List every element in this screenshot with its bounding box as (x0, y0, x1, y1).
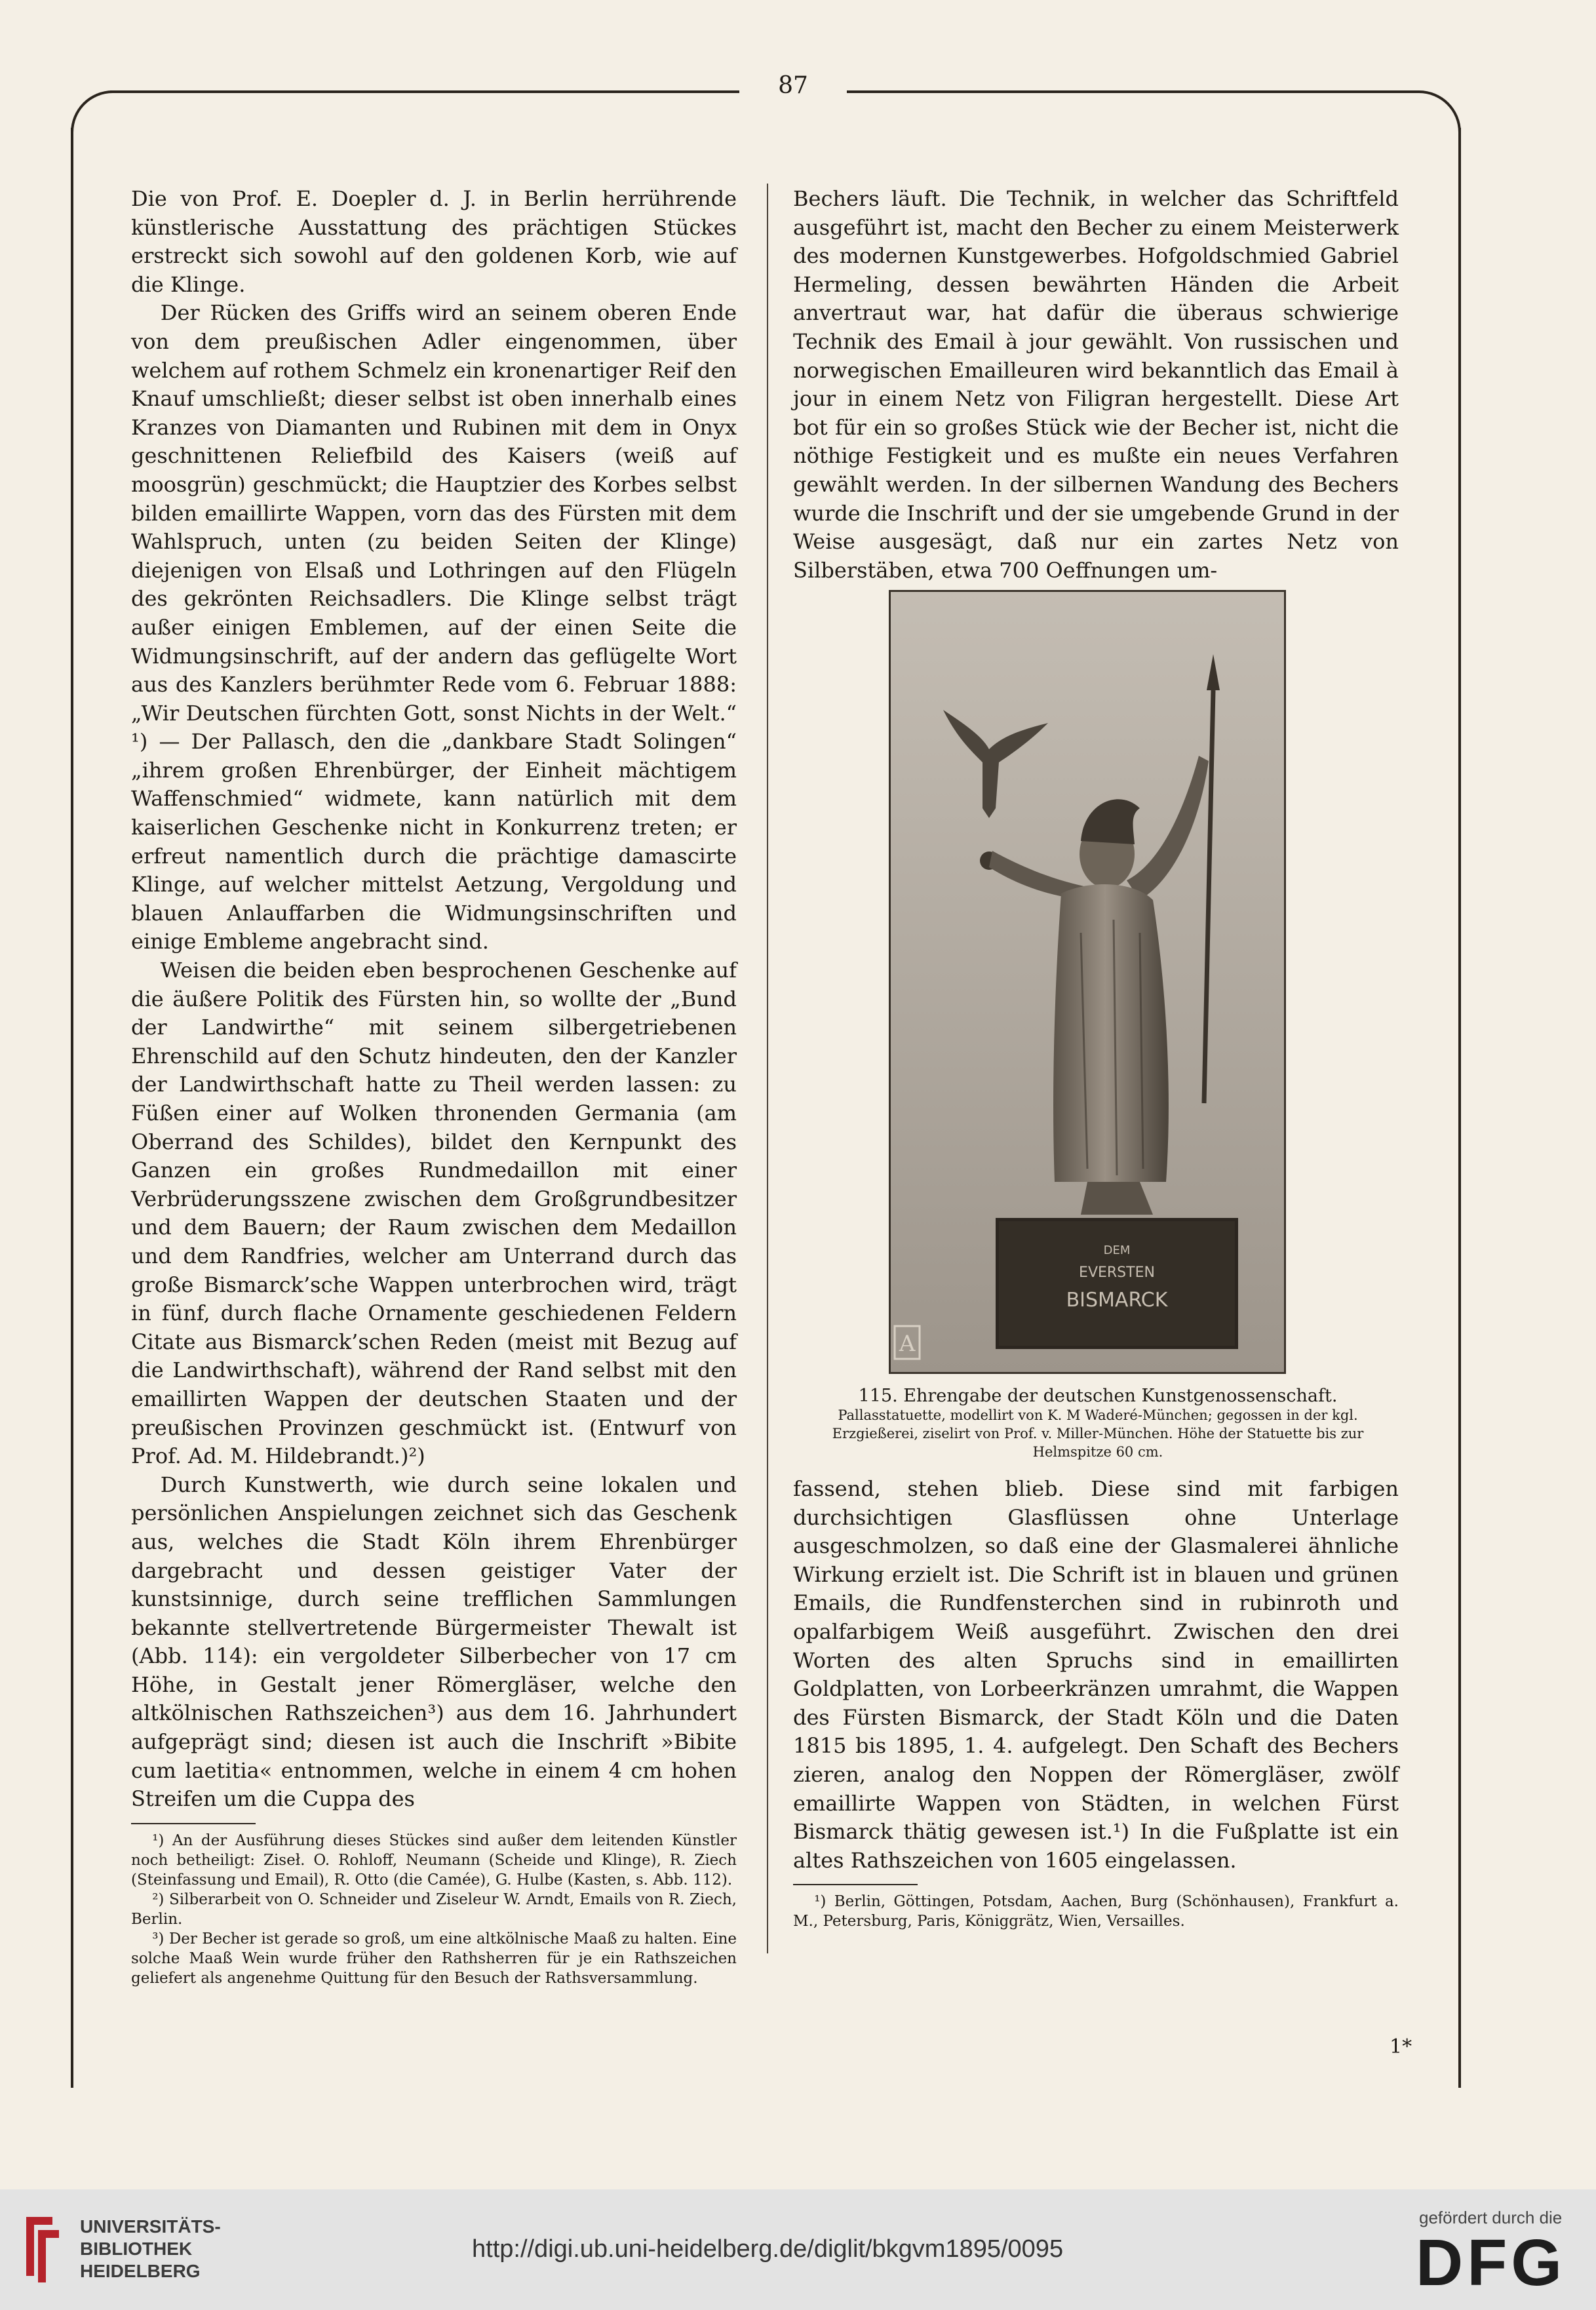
paragraph: Weisen die beiden eben besprochenen Geschenke auf die äußere Politik des Fürsten hin, so wollte der „Bund der Landwirthe“ mit seinem silbergetriebenen Ehrenschild auf den Schutz hindeuten, den der Kanzler der Landwirthschaft hatte zu Theil werden lassen: zu Füßen einer auf Wolken thronenden Germania (am Oberrand des Schildes), bildet den Kernpunkt des Ganzen ein großes Rundmedaillon mit einer Verbrüderungsszene zwischen dem Großgrundbesitzer und dem Bauern; der Raum zwischen dem Medaillon und dem Randfries, welcher am Unterrand durch das große Bismarck’sche Wappen unterbrochen wird, trägt in fünf, durch flache Ornamente geschiedenen Feldern Citate aus Bismarck’schen Reden (meist mit Bezug auf die Landwirthschaft), während der Rand selbst mit den emaillirten Wappen der deutschen Staaten und der preußischen Provinzen geschmückt ist. (Entwurf von Prof. Ad. M. Hildebrandt.)²) (131, 958, 737, 1469)
footnote-rule (131, 1823, 256, 1824)
paragraph: Der Rücken des Griffs wird an seinem oberen Ende von dem preußischen Adler eingenommen, über welchem auf rothem Schmelz ein kronenartiger Reif den Knauf umschließt; dieser selbst ist oben innerhalb eines Kranzes von Diamanten und Rubinen mit dem in Onyx geschnittenen Reliefbild des Kaisers (weiß auf moosgrün) geschmückt; die Hauptzier des Korbes selbst bilden emaillirte Wappen, vorn das des Fürsten mit dem Wahlspruch, unten (zu beiden Seiten der Klinge) diejenigen von Elsaß und Lothringen auf den Flügeln des gekrönten Reichsadlers. Die Klinge selbst trägt außer einigen Emblemen, auf der einen Seite die Widmungsinschrift, auf der andern das geflügelte Wort aus des Kanzlers berühmter Rede vom 6. Februar 1888: „Wir Deutschen fürchten Gott, sonst Nichts in der Welt.“ ¹) — Der Pallasch, den die „dankbare Stadt Solingen“ „ihrem großen Ehrenbürger, der Einheit mächtigem Waffenschmied“ widmete, kann natürlich mit dem kaiserlichen Geschenke nicht in Konkurrenz treten; er erfreut namentlich durch die prächtige damascirte Klinge, auf welcher mittelst Aetzung, Vergoldung und blauen Anlauffarben die Widmungsinschriften und einige Embleme angebracht sind. (131, 300, 737, 954)
footnote-rule (793, 1884, 918, 1885)
frame-top-left-rule (110, 90, 739, 93)
monogram: A (899, 1331, 916, 1357)
frame-left-rule (71, 128, 73, 2088)
paragraph: Bechers läuft. Die Technik, in welcher das Schriftfeld ausgeführt ist, macht den Becher zu einem Meisterwerk des modernen Kunstgewerbes. Hofgoldschmied Gabriel Hermeling, dessen bewährten Händen die Arbeit anvertraut war, hat dafür die überaus schwierige Technik des Email à jour gewählt. Von russischen und norwegischen Emailleuren wird bekanntlich das Email à jour in einem Netz von Filigran hergestellt. Diese Art bot für ein so großes Stück wie der Becher ist, nicht die nöthige Festigkeit und es mußte ein neues Verfahren gewählt werden. In der silbernen Wandung des Bechers wurde die Inschrift und der sie umgebende Grund in der Weise ausgesägt, daß nur ein zartes Netz von Silberstäben, etwa 700 Oeffnungen um- (793, 186, 1399, 583)
paragraph: Die von Prof. E. Doepler d. J. in Berlin herrührende künstlerische Ausstattung des prächtigen Stückes erstreckt sich sowohl auf den goldenen Korb, wie auf die Klinge. (131, 186, 737, 297)
caption-title: 115. Ehrengabe der deutschen Kunstgenossenschaft. (858, 1386, 1338, 1406)
footnote: ¹) An der Ausführung dieses Stückes sind außer dem leitenden Künstler noch betheiligt: Ziseł. O. Rohloff, Neumann (Scheide und Klinge), R. Ziech (Steinfassung und Email), R. Otto (die Camée), G. Hulbe (Kasten, s. Abb. 112). (131, 1831, 737, 1889)
figure-caption (809, 1386, 1386, 1461)
page-number: 87 (778, 72, 808, 99)
pallas-statuette-photo-icon (891, 592, 1284, 1372)
footnote: ¹) Berlin, Göttingen, Potsdam, Aachen, Burg (Schönhausen), Frankfurt a. M., Petersburg, Paris, Königgrätz, Wien, Versailles. (793, 1893, 1399, 1930)
viewer-footer (0, 2189, 1596, 2310)
frame-top-right-rule (847, 90, 1419, 93)
frame-right-rule (1458, 128, 1461, 2088)
paragraph: fassend, stehen blieb. Diese sind mit farbigen durchsichtigen Glasflüssen ohne Unterlage ausgeschmolzen, so daß eine der Glasmalerei ähnliche Wirkung erzielt ist. Die Schrift ist in blauen und grünen Emails, die Rundfensterchen sind in rubinroth und opalfarbigem Weiß ausgeführt. Zwischen den drei Worten des alten Spruchs sind in emaillirten Goldplatten, von Lorbeerkränzen umrahmt, die Wappen des Fürsten Bismarck, der Stadt Köln und die Daten 1815 bis 1895, 1. 4. aufgelegt. Den Schaft des Bechers zieren, analog den Noppen der Römergläser, zwölf emaillirte Wappen von Städten, in welchen Fürst Bismarck thätig gewesen ist.¹) In die Fußplatte ist ein altes Rathszeichen von 1605 eingelassen. (793, 1476, 1399, 1873)
plinth-line-3: BISMARCK (1066, 1289, 1168, 1312)
university-library-logo-icon (20, 2210, 72, 2289)
caption-detail: Pallasstatuette, modellirt von K. M Waderé-München; gegossen in der kgl. Erzgießerei, ziselirt von Prof. v. Miller-München. Höhe der Statuette bis zur Helmspitze 60 cm. (832, 1407, 1364, 1460)
right-column-bottom (793, 1475, 1399, 1973)
library-name: UNIVERSITÄTS- BIBLIOTHEK HEIDELBERG (80, 2216, 221, 2281)
paragraph: Durch Kunstwerth, wie durch seine lokalen und persönlichen Anspielungen zeichnet sich das Geschenk aus, welches die Stadt Köln ihrem Ehrenbürger dargebracht und dessen geistiger Vater der kunstsinnige, durch seine trefflichen Sammlungen bekannte stellvertretende Bürgermeister Thewalt ist (Abb. 114): ein vergoldeter Silberbecher von 17 cm Höhe, in Gestalt jener Römergläser, welche den altkölnischen Rathszeichen³) aus dem 16. Jahrhundert aufgeprägt sind; diesen ist auch die Inschrift »Bibite cum laetitia« entnommen, welche in einem 4 cm hohen Streifen um die Cuppa des (131, 1472, 737, 1812)
figure-photo (889, 590, 1286, 1374)
left-column (131, 185, 737, 1987)
dfg-logo: DFG (1416, 2226, 1567, 2300)
footnote: ³) Der Becher ist gerade so groß, um eine altkölnische Maaß zu halten. Eine solche Maaß Wein wurde früher den Rathsherren für je ein Rathszeichen geliefert als angenehme Quittung für den Besuch der Rathsversammlung. (131, 1930, 737, 1987)
document-url-link[interactable]: http://digi.ub.uni-heidelberg.de/diglit/bkgvm1895/0095 (472, 2235, 1064, 2263)
right-column-top (793, 185, 1399, 583)
plinth-line-2: EVERSTEN (1079, 1264, 1155, 1281)
column-divider (767, 184, 768, 1953)
funded-by-label: gefördert durch die (1419, 2208, 1563, 2227)
plinth-line-1: DEM (1103, 1243, 1131, 1257)
signature-mark: 1* (1390, 2035, 1412, 2058)
frame-corner-left (71, 90, 113, 132)
footnote: ²) Silberarbeit von O. Schneider und Ziseleur W. Arndt, Emails von R. Ziech, Berlin. (131, 1890, 737, 1928)
frame-corner-right (1419, 90, 1461, 132)
